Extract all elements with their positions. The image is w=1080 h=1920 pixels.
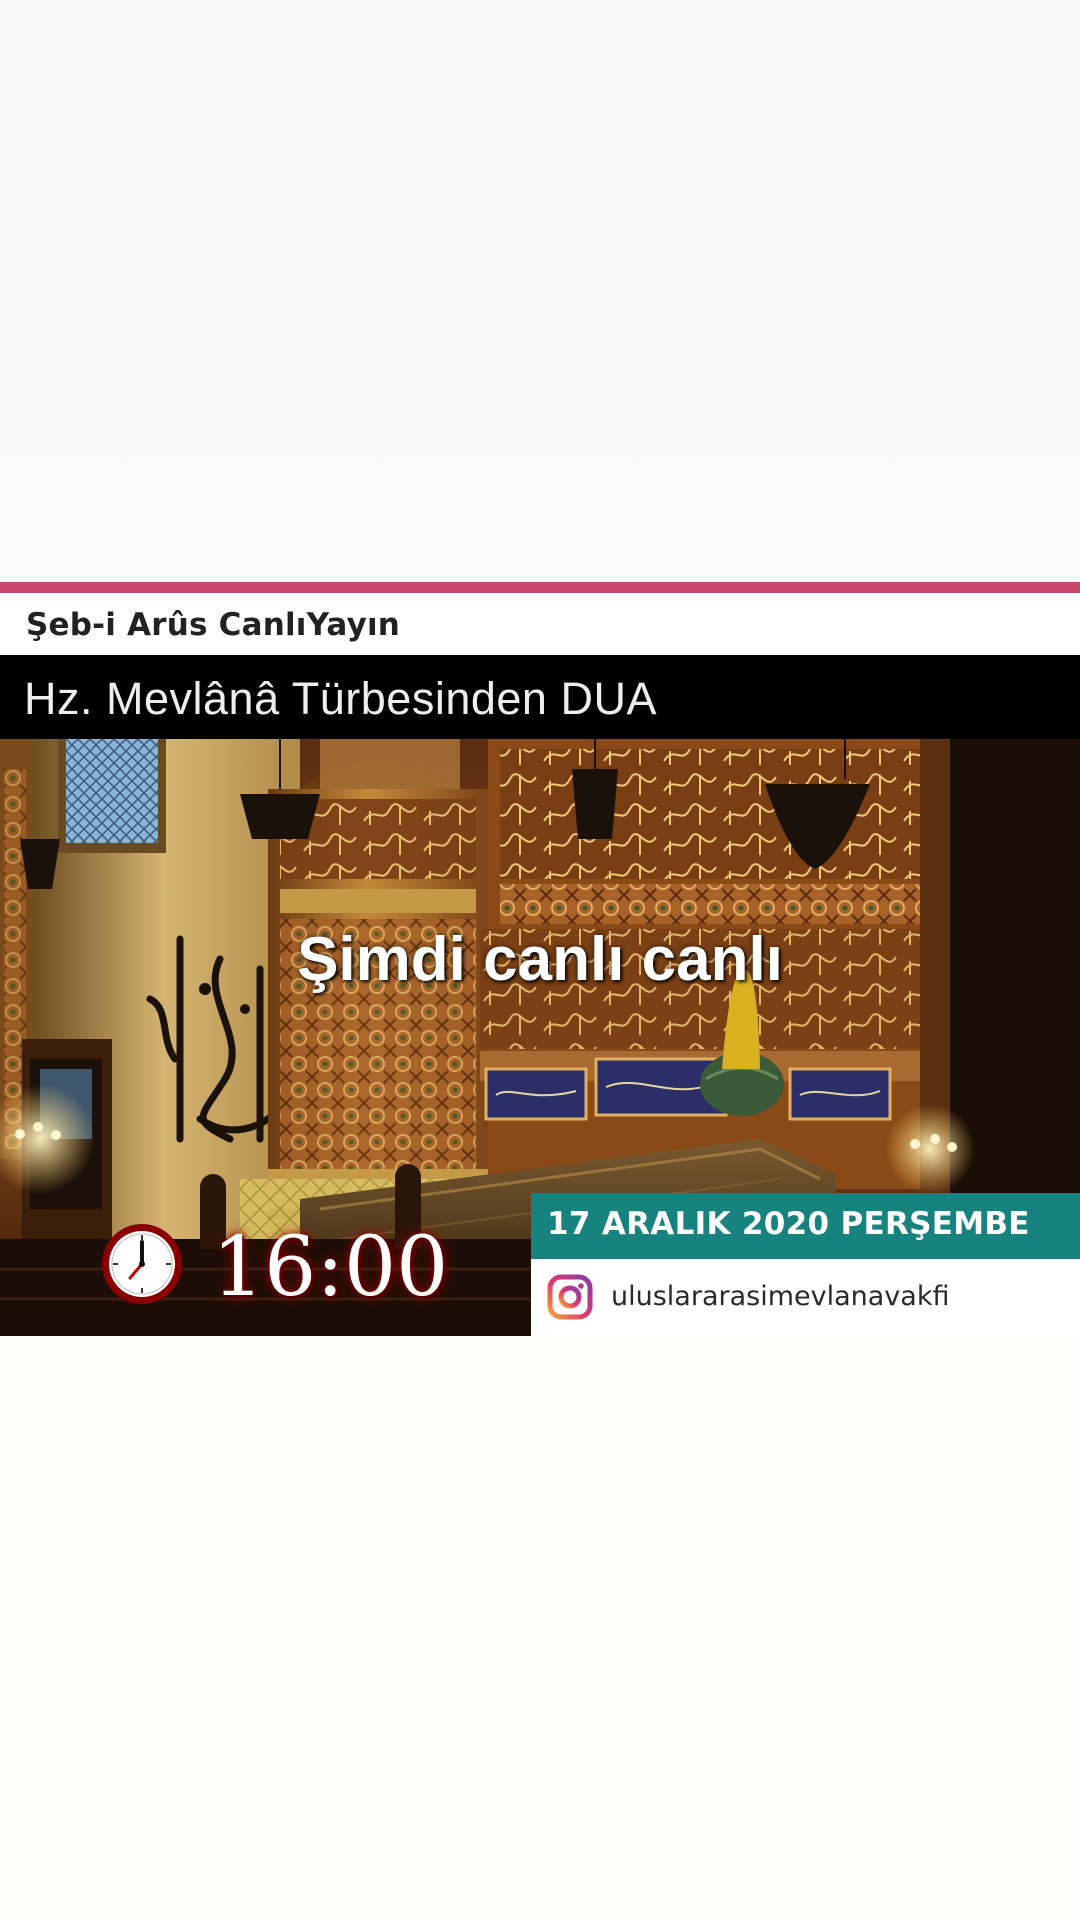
instagram-icon [547, 1274, 593, 1320]
broadcast-time: 16:00 [212, 1220, 449, 1315]
subtitle-band [0, 655, 1080, 739]
header-title: Şeb-i Arûs CanlıYayın [26, 607, 401, 643]
live-caption: Şimdi canlı canlı [297, 925, 783, 994]
date-banner [531, 1193, 1080, 1259]
post-image[interactable] [0, 582, 1080, 1336]
accent-bar [0, 582, 1080, 593]
time-badge [100, 1210, 449, 1320]
instagram-handle: uluslararasimevlanavakfi [611, 1281, 950, 1312]
subtitle-text: Hz. Mevlânâ Türbesinden DUA [24, 673, 657, 724]
clock-icon [100, 1222, 184, 1306]
broadcast-date: 17 ARALIK 2020 PERŞEMBE [547, 1206, 1030, 1242]
social-bar [531, 1259, 1080, 1336]
header-strip [0, 593, 1080, 655]
